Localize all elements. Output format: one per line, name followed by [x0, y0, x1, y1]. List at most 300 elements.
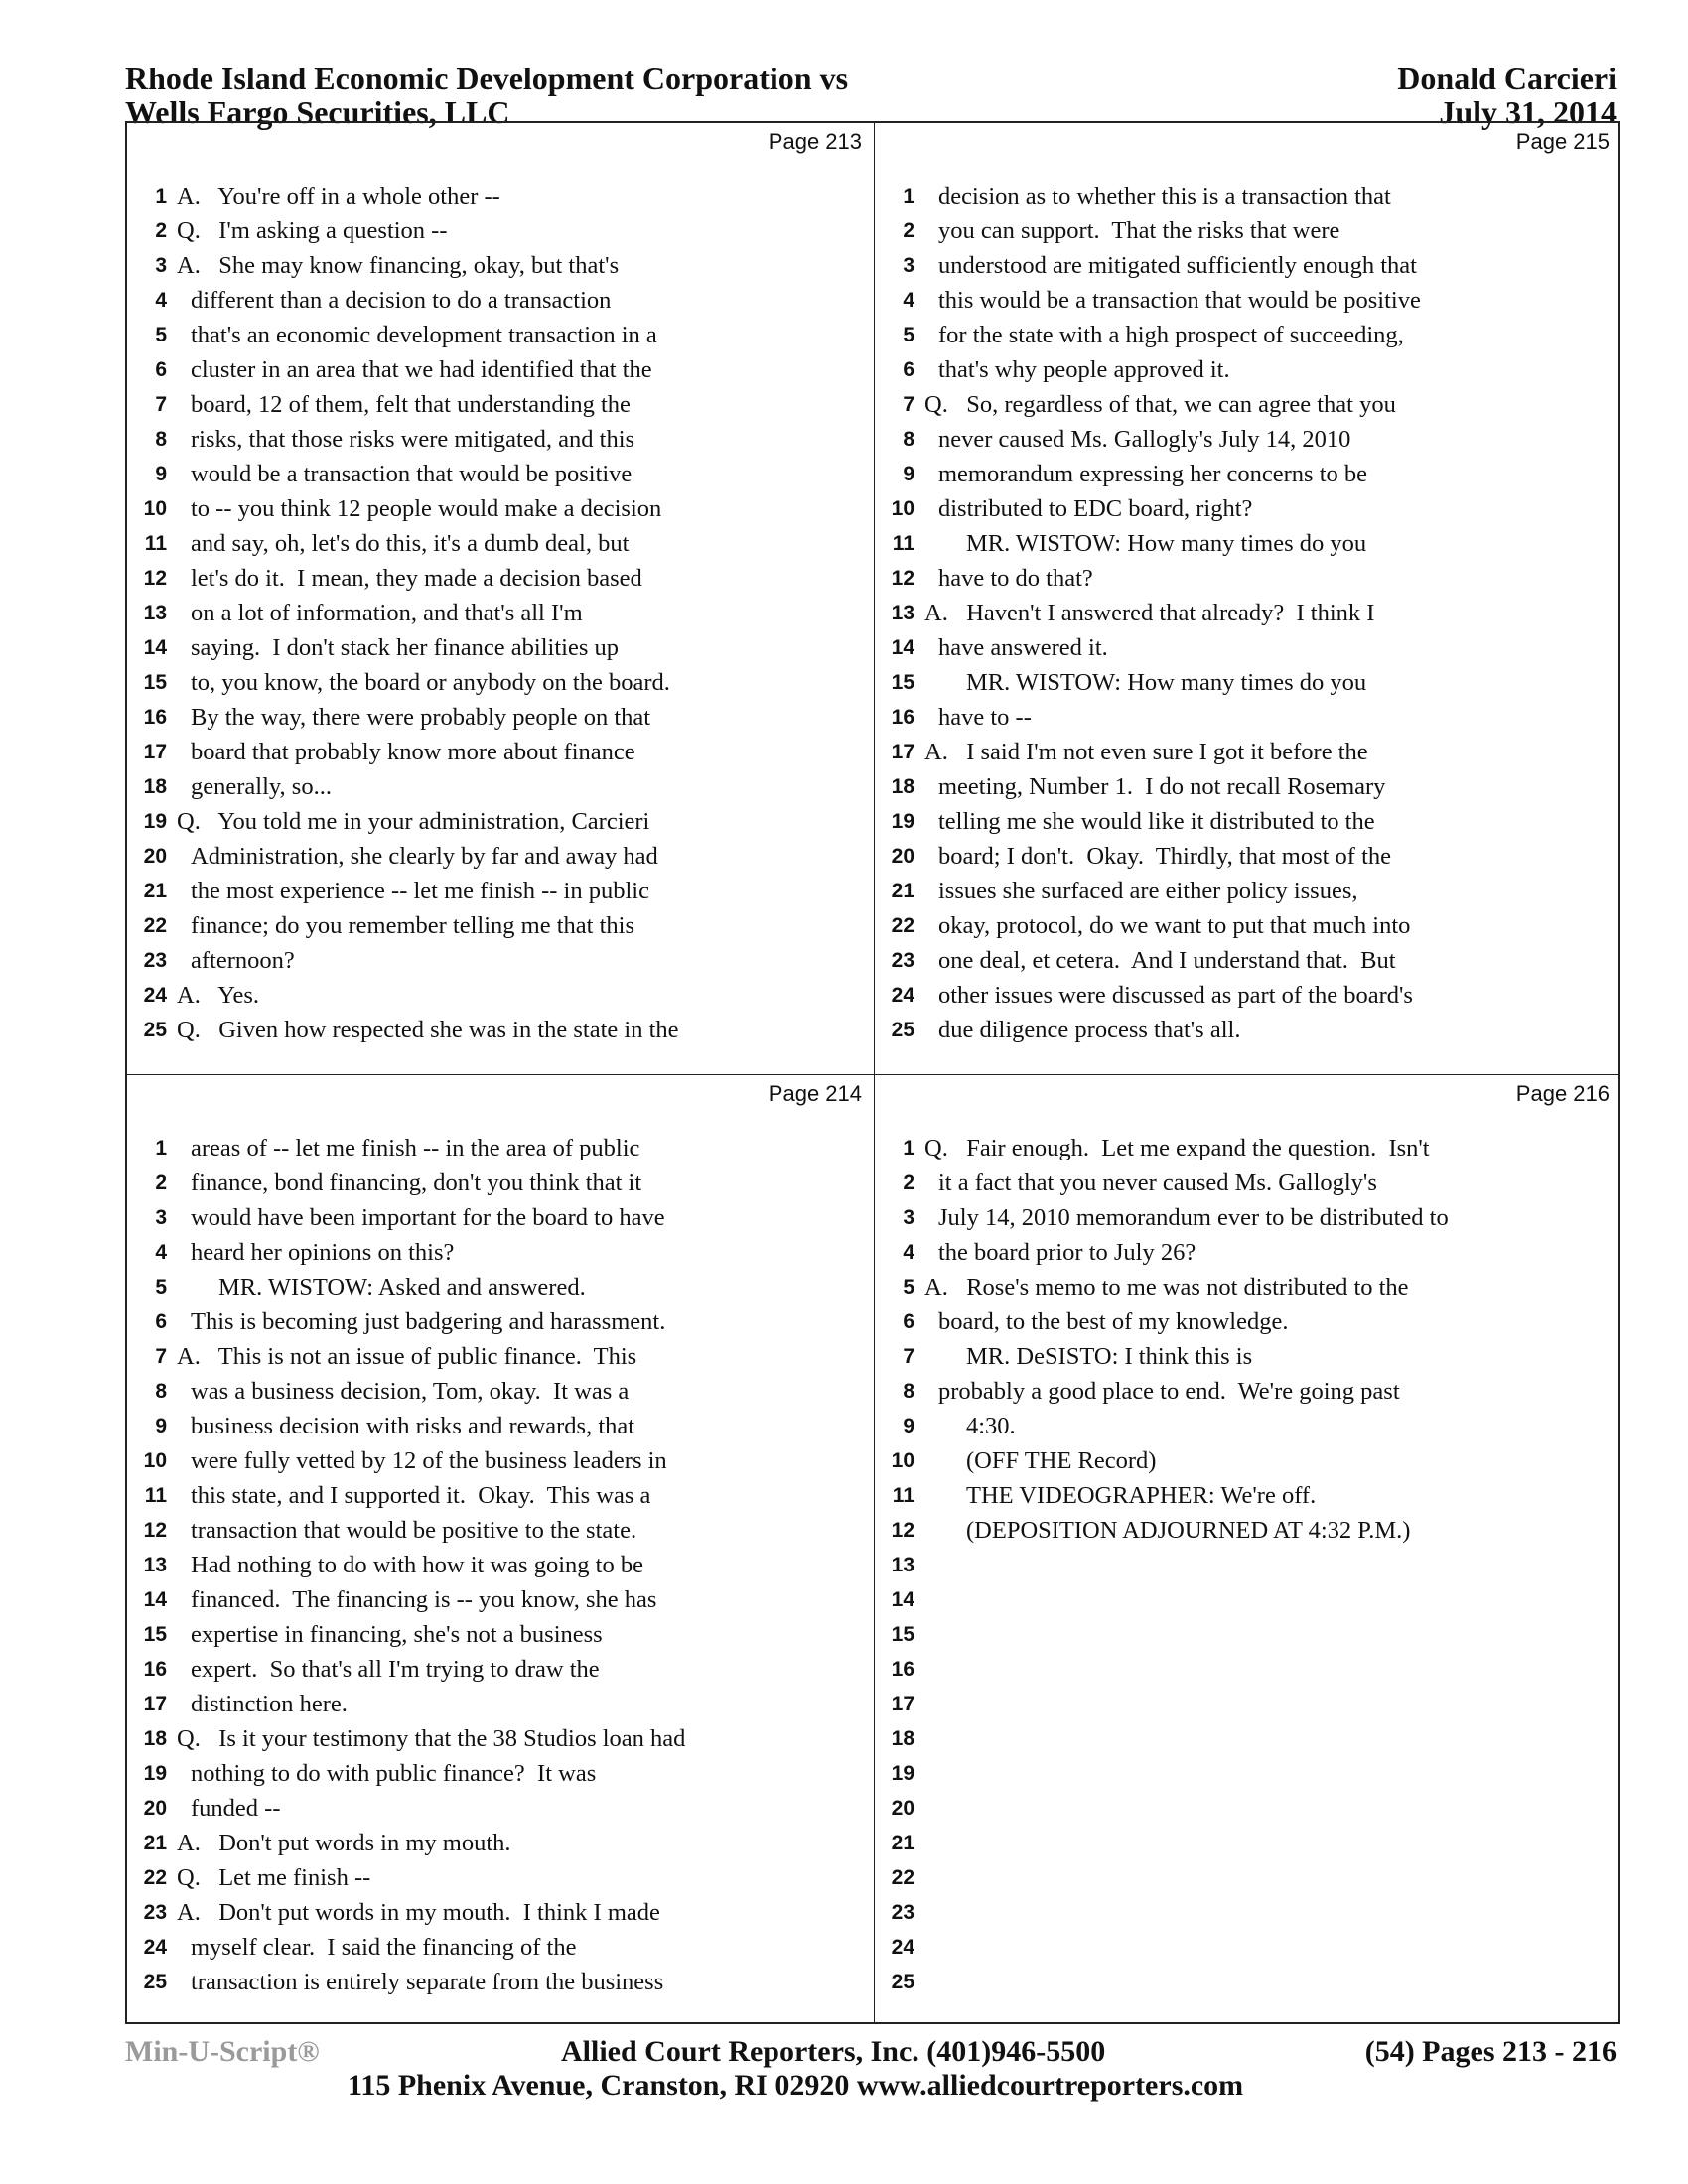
line-number: 22 [143, 914, 167, 937]
line-number: 24 [891, 1936, 914, 1959]
line-text: for the state with a high prospect of succeeding, [938, 322, 1404, 348]
line-number: 20 [143, 845, 167, 868]
line-text: was a business decision, Tom, okay. It was a [191, 1378, 630, 1405]
footer-address: 115 Phenix Avenue, Cranston, RI 02920 www.alliedcourtreporters.com [348, 2069, 1244, 2102]
line-number: 4 [155, 289, 167, 312]
line-text: A. She may know financing, okay, but that's [177, 252, 620, 279]
line-number: 14 [143, 1588, 167, 1611]
line-text: A. Don't put words in my mouth. [177, 1830, 511, 1856]
line-number: 17 [143, 1693, 167, 1715]
line-text: MR. WISTOW: How many times do you [966, 530, 1367, 557]
line-text: have answered it. [938, 634, 1108, 661]
transcript-line [875, 283, 1621, 318]
transcript-line [875, 1013, 1621, 1047]
line-text: MR. WISTOW: Asked and answered. [218, 1274, 586, 1300]
line-text: (DEPOSITION ADJOURNED AT 4:32 P.M.) [966, 1517, 1411, 1544]
transcript-lines [127, 1131, 874, 1999]
line-text: issues she surfaced are either policy issues, [938, 878, 1358, 904]
line-text: that's why people approved it. [938, 356, 1230, 383]
transcript-line [875, 943, 1621, 978]
line-text: A. I said I'm not even sure I got it before the [924, 739, 1368, 765]
line-number: 7 [155, 393, 167, 416]
line-number: 2 [903, 219, 914, 242]
line-number: 3 [155, 1206, 167, 1229]
line-number: 19 [891, 1762, 914, 1785]
line-text: were fully vetted by 12 of the business leaders in [191, 1447, 667, 1474]
line-text: board, to the best of my knowledge. [938, 1308, 1289, 1335]
line-number: 5 [155, 1276, 167, 1298]
line-number: 22 [891, 1866, 914, 1889]
case-title-line-1: Rhode Island Economic Development Corporation vs [125, 61, 849, 96]
line-number: 9 [155, 463, 167, 485]
line-number: 6 [155, 358, 167, 381]
transcript-line [875, 839, 1621, 874]
line-number: 16 [143, 706, 167, 729]
transcript-line [875, 1791, 1621, 1826]
line-number: 4 [903, 289, 914, 312]
transcript-lines [875, 179, 1621, 1047]
line-number: 23 [143, 949, 167, 972]
line-text: to -- you think 12 people would make a decision [191, 495, 662, 522]
line-number: 22 [891, 914, 914, 937]
line-number: 23 [891, 949, 914, 972]
line-text: Had nothing to do with how it was going to be [191, 1552, 643, 1578]
transcript-line [127, 387, 874, 422]
line-text: heard her opinions on this? [191, 1239, 455, 1266]
line-text: Q. Given how respected she was in the state in the [177, 1017, 679, 1043]
line-number: 21 [143, 880, 167, 902]
line-text: areas of -- let me finish -- in the area of public [191, 1135, 640, 1161]
line-text: let's do it. I mean, they made a decision based [191, 565, 642, 592]
line-text: business decision with risks and rewards, that [191, 1413, 635, 1439]
transcript-line [127, 1374, 874, 1409]
line-number: 9 [903, 1415, 914, 1437]
line-number: 25 [891, 1019, 914, 1041]
line-text: distributed to EDC board, right? [938, 495, 1253, 522]
line-text: the board prior to July 26? [938, 1239, 1196, 1266]
line-number: 6 [155, 1310, 167, 1333]
transcript-line [875, 1443, 1621, 1478]
line-text: okay, protocol, do we want to put that much into [938, 912, 1411, 939]
line-number: 11 [892, 1484, 914, 1507]
line-number: 13 [143, 1554, 167, 1576]
transcript-line [127, 804, 874, 839]
transcript-line [127, 700, 874, 735]
line-text: have to do that? [938, 565, 1093, 592]
line-text: expertise in financing, she's not a business [191, 1621, 603, 1648]
line-text: due diligence process that's all. [938, 1017, 1241, 1043]
line-number: 14 [891, 636, 914, 659]
transcript-line [127, 1513, 874, 1548]
line-number: 10 [143, 1449, 167, 1472]
transcript-line [875, 457, 1621, 491]
line-number: 4 [155, 1241, 167, 1264]
transcript-line [127, 422, 874, 457]
line-number: 24 [143, 984, 167, 1007]
line-number: 25 [891, 1971, 914, 1993]
transcript-line [127, 1860, 874, 1895]
transcript-line [875, 1548, 1621, 1582]
line-text: would have been important for the board to have [191, 1204, 665, 1231]
case-title [125, 62, 848, 129]
line-text: Q. Is it your testimony that the 38 Studios loan had [177, 1725, 686, 1752]
transcript-line [875, 769, 1621, 804]
page-number: Page 215 [1515, 129, 1610, 154]
line-number: 7 [155, 1345, 167, 1368]
transcript-line [875, 1826, 1621, 1860]
transcript-line [875, 1756, 1621, 1791]
line-number: 13 [891, 602, 914, 624]
line-number: 15 [891, 1623, 914, 1646]
footer-brand: Min-U-Script® [125, 2035, 320, 2068]
line-number: 17 [891, 1693, 914, 1715]
transcript-line [127, 1235, 874, 1270]
transcript-line [127, 248, 874, 283]
line-number: 7 [903, 393, 914, 416]
transcript-line [127, 735, 874, 769]
transcript-line [127, 1200, 874, 1235]
transcript-line [127, 1826, 874, 1860]
transcript-line [875, 318, 1621, 352]
transcript-line [875, 1409, 1621, 1443]
line-text: nothing to do with public finance? It was [191, 1760, 597, 1787]
line-number: 19 [891, 810, 914, 833]
transcript-line [127, 769, 874, 804]
line-number: 16 [891, 1658, 914, 1681]
line-number: 7 [903, 1345, 914, 1368]
line-text: you can support. That the risks that were [938, 217, 1340, 244]
transcript-line [875, 804, 1621, 839]
line-number: 16 [891, 706, 914, 729]
transcript-line [875, 1721, 1621, 1756]
line-text: 4:30. [966, 1413, 1016, 1439]
transcript-line [127, 1339, 874, 1374]
transcript-line [875, 387, 1621, 422]
line-number: 13 [143, 602, 167, 624]
line-number: 10 [891, 1449, 914, 1472]
line-number: 3 [903, 1206, 914, 1229]
line-number: 21 [143, 1832, 167, 1854]
line-number: 11 [892, 532, 914, 555]
transcript-page [875, 1075, 1621, 2026]
line-number: 10 [143, 497, 167, 520]
line-text: the most experience -- let me finish -- in public [191, 878, 649, 904]
transcript-line [875, 248, 1621, 283]
line-number: 1 [155, 185, 167, 207]
line-text: would be a transaction that would be positive [191, 461, 633, 487]
transcript-line [127, 1165, 874, 1200]
transcript-line [875, 1895, 1621, 1930]
transcript-line [127, 352, 874, 387]
line-text: on a lot of information, and that's all I'm [191, 600, 583, 626]
line-number: 1 [155, 1137, 167, 1160]
line-text: MR. DeSISTO: I think this is [966, 1343, 1253, 1370]
line-number: 23 [143, 1901, 167, 1924]
transcript-line [875, 1617, 1621, 1652]
line-text: transaction is entirely separate from the business [191, 1969, 664, 1995]
line-text: to, you know, the board or anybody on the board. [191, 669, 670, 696]
transcript-line [875, 491, 1621, 526]
transcript-line [127, 943, 874, 978]
transcript-line [875, 1652, 1621, 1687]
line-text: have to -- [938, 704, 1032, 731]
transcript-line [127, 283, 874, 318]
transcript-line [875, 874, 1621, 908]
transcript-line [127, 1548, 874, 1582]
line-text: one deal, et cetera. And I understand that. But [938, 947, 1396, 974]
line-number: 2 [155, 1171, 167, 1194]
line-text: By the way, there were probably people on that [191, 704, 651, 731]
line-text: meeting, Number 1. I do not recall Rosemary [938, 773, 1386, 800]
line-text: A. Rose's memo to me was not distributed to the [924, 1274, 1409, 1300]
line-text: this would be a transaction that would be positive [938, 287, 1421, 314]
line-text: Q. Fair enough. Let me expand the question. Isn't [924, 1135, 1430, 1161]
line-number: 8 [903, 1380, 914, 1403]
line-text: board, 12 of them, felt that understanding the [191, 391, 631, 418]
line-number: 22 [143, 1866, 167, 1889]
witness-name: Donald Carcieri [1397, 61, 1617, 96]
line-number: 11 [144, 1484, 167, 1507]
transcript-line [875, 1235, 1621, 1270]
line-text: board; I don't. Okay. Thirdly, that most of the [938, 843, 1392, 870]
transcript-line [127, 978, 874, 1013]
transcript-line [875, 1131, 1621, 1165]
transcript-line [127, 908, 874, 943]
line-text: never caused Ms. Gallogly's July 14, 2010 [938, 426, 1351, 453]
transcript-page [127, 123, 874, 1074]
line-number: 20 [143, 1797, 167, 1820]
transcript-line [127, 596, 874, 630]
line-text: cluster in an area that we had identified that the [191, 356, 652, 383]
line-number: 18 [891, 1727, 914, 1750]
line-text: risks, that those risks were mitigated, and this [191, 426, 635, 453]
line-text: This is becoming just badgering and harassment. [191, 1308, 666, 1335]
line-number: 18 [143, 775, 167, 798]
transcript-line [875, 526, 1621, 561]
footer-company: Allied Court Reporters, Inc. (401)946-5500 [561, 2035, 1106, 2068]
page-number: Page 216 [1515, 1081, 1610, 1106]
line-text: (OFF THE Record) [966, 1447, 1157, 1474]
transcript-line [875, 1478, 1621, 1513]
witness-info [1397, 62, 1617, 129]
transcript-line [875, 179, 1621, 213]
transcript-line [127, 1895, 874, 1930]
line-text: generally, so... [191, 773, 332, 800]
line-number: 6 [903, 358, 914, 381]
line-number: 13 [891, 1554, 914, 1576]
transcript-page [875, 123, 1621, 1074]
line-text: telling me she would like it distributed to the [938, 808, 1375, 835]
line-text: saying. I don't stack her finance abilities up [191, 634, 619, 661]
line-text: afternoon? [191, 947, 295, 974]
line-number: 19 [143, 810, 167, 833]
line-text: other issues were discussed as part of the board's [938, 982, 1413, 1009]
transcript-line [127, 630, 874, 665]
transcript-line [875, 596, 1621, 630]
transcript-line [875, 1165, 1621, 1200]
line-text: finance; do you remember telling me that this [191, 912, 634, 939]
line-number: 9 [155, 1415, 167, 1437]
line-text: probably a good place to end. We're going past [938, 1378, 1400, 1405]
line-text: different than a decision to do a transaction [191, 287, 612, 314]
line-text: that's an economic development transaction in a [191, 322, 657, 348]
line-number: 9 [903, 463, 914, 485]
line-number: 2 [155, 219, 167, 242]
page-number: Page 213 [768, 129, 862, 154]
transcript-line [127, 1687, 874, 1721]
transcript-line [127, 1270, 874, 1304]
line-text: Q. You told me in your administration, Carcieri [177, 808, 650, 835]
line-text: transaction that would be positive to the state. [191, 1517, 637, 1544]
transcript-line [127, 874, 874, 908]
line-number: 8 [155, 428, 167, 451]
transcript-line [127, 1582, 874, 1617]
line-number: 20 [891, 1797, 914, 1820]
line-number: 5 [903, 324, 914, 346]
line-text: memorandum expressing her concerns to be [938, 461, 1368, 487]
line-number: 20 [891, 845, 914, 868]
transcript-line [127, 526, 874, 561]
transcript-line [875, 735, 1621, 769]
transcript-line [875, 630, 1621, 665]
transcript-line [875, 1965, 1621, 1999]
line-number: 14 [143, 636, 167, 659]
line-number: 8 [903, 428, 914, 451]
line-text: financed. The financing is -- you know, she has [191, 1586, 657, 1613]
line-text: funded -- [191, 1795, 281, 1822]
line-number: 24 [891, 984, 914, 1007]
transcript-line [127, 1443, 874, 1478]
line-number: 1 [903, 1137, 914, 1160]
page-number: Page 214 [768, 1081, 862, 1106]
line-number: 14 [891, 1588, 914, 1611]
line-number: 2 [903, 1171, 914, 1194]
line-number: 17 [143, 741, 167, 763]
line-number: 3 [155, 254, 167, 277]
line-number: 8 [155, 1380, 167, 1403]
transcript-line [127, 1652, 874, 1687]
transcript-line [875, 352, 1621, 387]
line-text: this state, and I supported it. Okay. This was a [191, 1482, 651, 1509]
line-text: Administration, she clearly by far and away had [191, 843, 658, 870]
line-text: THE VIDEOGRAPHER: We're off. [966, 1482, 1317, 1509]
transcript-line [875, 1513, 1621, 1548]
transcript-line [127, 1617, 874, 1652]
transcript-line [875, 1200, 1621, 1235]
transcript-line [127, 213, 874, 248]
transcript-line [127, 1721, 874, 1756]
transcript-line [127, 1791, 874, 1826]
line-text: Q. I'm asking a question -- [177, 217, 448, 244]
line-text: decision as to whether this is a transaction that [938, 183, 1391, 209]
transcript-line [875, 213, 1621, 248]
transcript-line [127, 1409, 874, 1443]
line-number: 1 [903, 185, 914, 207]
transcript-line [127, 457, 874, 491]
line-text: A. Haven't I answered that already? I think I [924, 600, 1375, 626]
transcript-line [127, 561, 874, 596]
line-number: 25 [143, 1971, 167, 1993]
line-number: 11 [144, 532, 167, 555]
transcript-line [875, 1687, 1621, 1721]
line-number: 12 [891, 567, 914, 590]
line-text: finance, bond financing, don't you think that it [191, 1169, 642, 1196]
transcript-line [127, 1478, 874, 1513]
case-title-line-2: Wells Fargo Securities, LLC [125, 94, 510, 130]
line-number: 15 [891, 671, 914, 694]
line-number: 5 [155, 324, 167, 346]
line-number: 24 [143, 1936, 167, 1959]
transcript-line [127, 1756, 874, 1791]
line-number: 19 [143, 1762, 167, 1785]
line-number: 5 [903, 1276, 914, 1298]
line-text: and say, oh, let's do this, it's a dumb deal, but [191, 530, 630, 557]
transcript-lines [875, 1131, 1621, 1999]
line-number: 12 [891, 1519, 914, 1542]
transcript-line [127, 1013, 874, 1047]
line-number: 21 [891, 1832, 914, 1854]
transcript-line [127, 665, 874, 700]
line-number: 23 [891, 1901, 914, 1924]
transcript-line [875, 1860, 1621, 1895]
line-number: 6 [903, 1310, 914, 1333]
line-text: July 14, 2010 memorandum ever to be distributed to [938, 1204, 1449, 1231]
line-number: 18 [143, 1727, 167, 1750]
transcript-line [875, 1339, 1621, 1374]
transcript-line [875, 561, 1621, 596]
transcript-frame [125, 121, 1620, 2024]
line-number: 12 [143, 1519, 167, 1542]
line-number: 15 [143, 671, 167, 694]
line-text: A. This is not an issue of public finance. This [177, 1343, 637, 1370]
transcript-line [875, 422, 1621, 457]
transcript-line [875, 1930, 1621, 1965]
transcript-line [875, 908, 1621, 943]
transcript-line [875, 978, 1621, 1013]
transcript-line [875, 700, 1621, 735]
line-text: MR. WISTOW: How many times do you [966, 669, 1367, 696]
transcript-line [127, 491, 874, 526]
line-text: understood are mitigated sufficiently enough that [938, 252, 1417, 279]
transcript-page [127, 1075, 874, 2026]
transcript-line [127, 1131, 874, 1165]
transcript-line [127, 839, 874, 874]
line-text: Q. So, regardless of that, we can agree that you [924, 391, 1396, 418]
line-text: it a fact that you never caused Ms. Gallogly's [938, 1169, 1377, 1196]
line-text: expert. So that's all I'm trying to draw the [191, 1656, 600, 1683]
transcript-line [127, 1965, 874, 1999]
footer-page-range: (54) Pages 213 - 216 [1364, 2035, 1617, 2068]
transcript-line [127, 1930, 874, 1965]
line-text: board that probably know more about finance [191, 739, 635, 765]
line-text: Q. Let me finish -- [177, 1864, 371, 1891]
deposition-date: July 31, 2014 [1439, 94, 1617, 130]
line-number: 25 [143, 1019, 167, 1041]
transcript-line [127, 318, 874, 352]
line-number: 17 [891, 741, 914, 763]
line-text: myself clear. I said the financing of the [191, 1934, 577, 1961]
transcript-line [127, 179, 874, 213]
line-text: A. You're off in a whole other -- [177, 183, 500, 209]
line-number: 18 [891, 775, 914, 798]
line-number: 3 [903, 254, 914, 277]
line-text: A. Don't put words in my mouth. I think I made [177, 1899, 660, 1926]
transcript-line [875, 1270, 1621, 1304]
transcript-lines [127, 179, 874, 1047]
line-number: 12 [143, 567, 167, 590]
line-number: 10 [891, 497, 914, 520]
line-number: 21 [891, 880, 914, 902]
